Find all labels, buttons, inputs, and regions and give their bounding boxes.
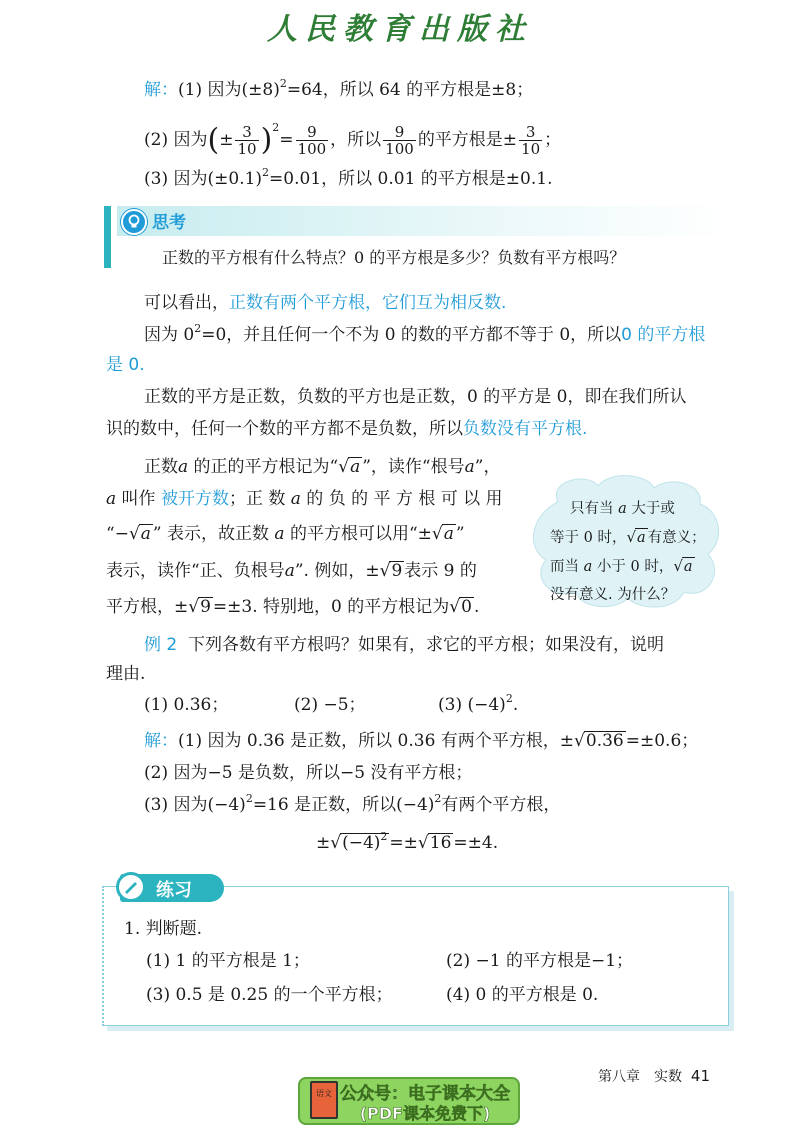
text: 的平方根是± bbox=[417, 130, 518, 150]
para-4-line-3: “−√a ” 表示，故正数 a 的平方根可以用“±√a ” bbox=[106, 524, 465, 544]
fraction: $\frac{3}{10}$ bbox=[521, 123, 541, 158]
highlight-text: 是 0. bbox=[106, 355, 145, 375]
para-2-line-1 bbox=[144, 322, 705, 348]
text: = bbox=[279, 130, 294, 150]
text: ± bbox=[219, 130, 234, 150]
practice-title: 练习 bbox=[156, 880, 192, 901]
lightbulb-icon bbox=[121, 209, 147, 235]
right-paren: ) bbox=[260, 122, 273, 158]
text: =64，所以 64 的平方根是±8； bbox=[286, 80, 534, 100]
fraction: $\frac{3}{10}$ bbox=[237, 123, 257, 158]
left-paren: ( bbox=[207, 122, 220, 158]
chapter-label: 第八章 实数 bbox=[598, 1069, 682, 1085]
solution-label: 解： bbox=[144, 731, 178, 751]
stamp-line-2: (PDF课本免费下) bbox=[359, 1104, 491, 1123]
solution-1-line-2 bbox=[144, 120, 561, 160]
page-footer bbox=[598, 1066, 710, 1086]
highlight-text: 被开方数 bbox=[160, 489, 229, 509]
text: ，所以 bbox=[330, 130, 382, 150]
think-box-header bbox=[117, 206, 727, 236]
solution-1-line-3 bbox=[144, 166, 553, 192]
text: =0，并且任何一个不为 0 的数的平方都不等于 0，所以 bbox=[201, 325, 622, 345]
example-2-option-1: (1) 0.36； bbox=[144, 695, 229, 715]
text: 识的数中，任何一个数的平方都不是负数，所以 bbox=[106, 419, 463, 439]
example-2-question-line-2: 理由. bbox=[106, 664, 146, 684]
cloud-note: 只有当 a 大于或 等于 0 时，√a 有意义； 而当 a 小于 0 时，√a 没有意义. 为什么？ bbox=[550, 501, 706, 603]
exponent: 2 bbox=[194, 322, 202, 335]
text: 因为 0 bbox=[144, 325, 195, 345]
para-4-line-4: 表示，读作“正、负根号a”. 例如，±√9 表示 9 的 bbox=[106, 561, 477, 581]
example-2-option-2: (2) −5； bbox=[294, 695, 366, 715]
practice-item-4: (4) 0 的平方根是 0. bbox=[446, 985, 599, 1005]
example-2-question: 例 2 下列各数有平方根吗？如果有，求它的平方根；如果没有，说明 bbox=[144, 635, 665, 655]
example-2-solution-2: (2) 因为−5 是负数，所以−5 没有平方根； bbox=[144, 763, 473, 783]
highlight-text: 0 的平方根 bbox=[621, 325, 706, 345]
para-1 bbox=[144, 290, 506, 316]
example-2-option-3: (3) $(-4)^2$. bbox=[438, 692, 519, 715]
example-2-solution-4: $\pm√(-4)^2 =\pm√16 =\pm 4$. bbox=[316, 830, 499, 853]
text: =0.01，所以 0.01 的平方根是±0.1. bbox=[269, 169, 553, 189]
para-4-line-1: 正数a 的正的平方根记为“√a ”，读作“根号a”， bbox=[144, 454, 500, 480]
example-2-solution-1: 解：(1) 因为 0.36 是正数，所以 0.36 有两个平方根，±√0.36 =±0.6； bbox=[144, 731, 699, 751]
item-number: (2) bbox=[144, 130, 169, 150]
item-number: (3) bbox=[144, 169, 169, 189]
think-question: 正数的平方根有什么特点？0 的平方根是多少？负数有平方根吗？ bbox=[162, 248, 626, 267]
fraction: $\frac{9}{100}$ bbox=[385, 123, 414, 158]
book-icon: 语文 bbox=[310, 1081, 338, 1119]
para-2-line-2 bbox=[106, 352, 145, 378]
item-number: (1) bbox=[178, 80, 203, 100]
highlight-text: 正数有两个平方根，它们互为相反数. bbox=[229, 293, 507, 313]
solution-label: 解： bbox=[144, 80, 178, 100]
para-4-line-2: a 叫作 被开方数；正 数 a 的 负 的 平 方 根 可 以 用 bbox=[106, 489, 503, 509]
example-2-solution-3: (3) 因为$(-4)^2=16$ 是正数，所以$(-4)^2$有两个平方根， bbox=[144, 792, 561, 815]
text: 因为 bbox=[173, 130, 208, 150]
highlight-text: 负数没有平方根. bbox=[463, 419, 588, 439]
think-title: 思考 bbox=[152, 213, 186, 233]
pencil-icon bbox=[116, 872, 146, 902]
text: 因为(±0.1) bbox=[173, 169, 263, 189]
text: 可以看出， bbox=[144, 293, 229, 313]
stamp-line-1: 公众号：电子课本大全 bbox=[340, 1084, 510, 1104]
exponent: 2 bbox=[279, 77, 287, 90]
think-box-bar bbox=[104, 206, 111, 268]
sqrt-symbol: √a bbox=[338, 457, 361, 477]
practice-item-3: (3) 0.5 是 0.25 的一个平方根； bbox=[146, 985, 393, 1005]
fraction: $\frac{9}{100}$ bbox=[297, 123, 327, 158]
example-label: 例 2 bbox=[144, 635, 178, 655]
exponent: 2 bbox=[272, 121, 280, 134]
para-4-line-5: 平方根，±√9 =±3. 特别地，0 的平方根记为√0 . bbox=[106, 597, 480, 617]
practice-item-2: (2) −1 的平方根是−1； bbox=[446, 951, 634, 971]
practice-item-1: (1) 1 的平方根是 1； bbox=[146, 951, 310, 971]
practice-question: 1. 判断题. bbox=[124, 919, 203, 939]
exponent: 2 bbox=[262, 166, 270, 179]
para-3-line-1: 正数的平方是正数，负数的平方也是正数，0 的平方是 0，即在我们所认 bbox=[144, 387, 687, 407]
text: 因为(±8) bbox=[207, 80, 280, 100]
solution-1-line-1 bbox=[144, 77, 533, 103]
page-number: 41 bbox=[690, 1067, 710, 1085]
para-3-line-2 bbox=[106, 416, 587, 442]
text: ； bbox=[544, 130, 562, 150]
publisher-logo: 人民教育出版社 bbox=[267, 12, 533, 47]
